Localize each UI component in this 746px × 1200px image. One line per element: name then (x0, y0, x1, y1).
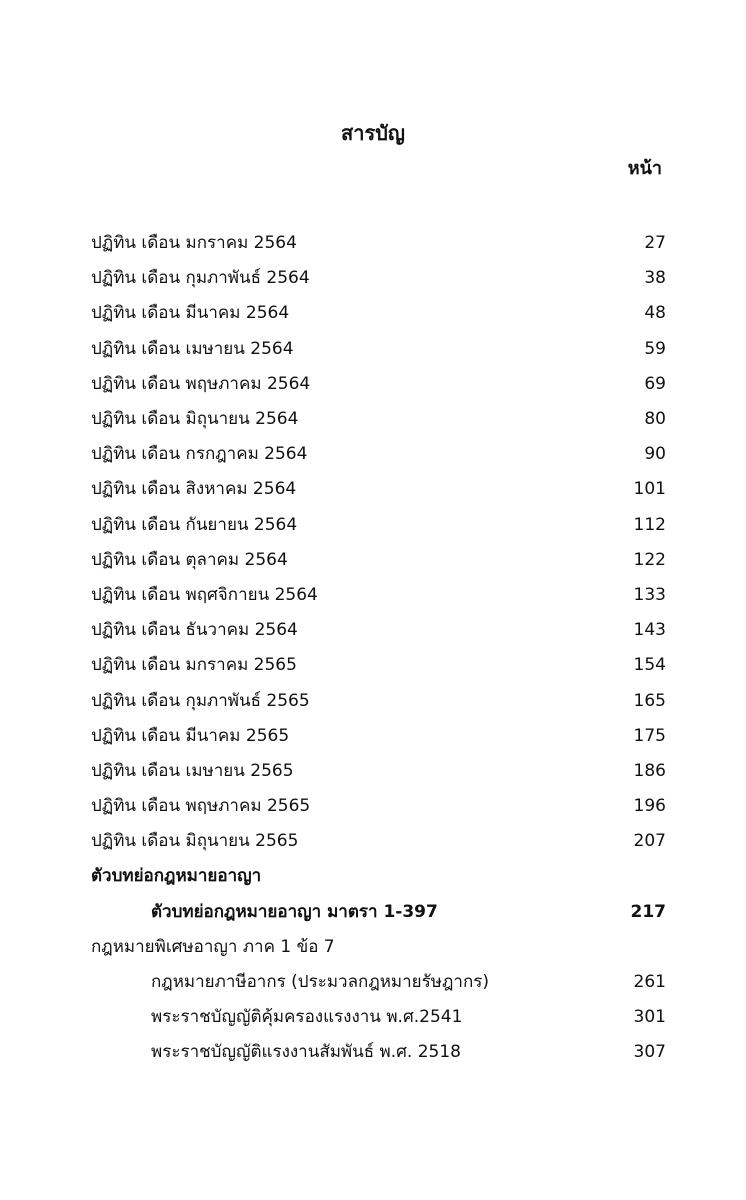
toc-entry-page: 207 (633, 831, 666, 852)
toc-entry-label: ปฏิทิน เดือน ตุลาคม 2564 (91, 549, 288, 570)
toc-entry-page: 186 (633, 760, 666, 781)
toc-entry (91, 402, 666, 437)
toc-entry-label: ปฏิทิน เดือน กันยายน 2564 (91, 514, 298, 535)
toc-entry-label: ปฏิทิน เดือน มกราคม 2564 (91, 233, 297, 254)
toc-entry-label: ปฏิทิน เดือน ธันวาคม 2564 (91, 620, 298, 641)
toc-entry (91, 895, 666, 930)
toc-entry (91, 965, 666, 1000)
toc-entry (91, 543, 666, 578)
toc-entry (91, 367, 666, 402)
toc-entry-label: ปฏิทิน เดือน สิงหาคม 2564 (91, 479, 297, 500)
toc-entry-page: 38 (644, 268, 666, 289)
toc-entry-page: 217 (630, 901, 666, 922)
toc-entry-page: 301 (633, 1007, 666, 1028)
toc-entry (91, 332, 666, 367)
toc-entry (91, 1035, 666, 1070)
toc-entry-page: 165 (633, 690, 666, 711)
toc-entry (91, 261, 666, 296)
toc-section-heading (91, 930, 666, 965)
toc-entry (91, 1000, 666, 1035)
toc-entry (91, 824, 666, 859)
toc-entry-label: ปฏิทิน เดือน มกราคม 2565 (91, 655, 297, 676)
toc-entry-page: 69 (644, 373, 666, 394)
toc-entry-label: ปฏิทิน เดือน เมษายน 2565 (91, 760, 294, 781)
page-title: สารบัญ (341, 121, 405, 145)
toc-entry-page: 101 (633, 479, 666, 500)
toc-entry (91, 683, 666, 718)
toc-entry-label: ปฏิทิน เดือน มิถุนายน 2565 (91, 831, 299, 852)
toc-entry-label: พระราชบัญญัติคุ้มครองแรงงาน พ.ศ.2541 (151, 1007, 463, 1028)
toc-entry-label: พระราชบัญญัติแรงงานสัมพันธ์ พ.ศ. 2518 (151, 1042, 462, 1063)
toc-entry (91, 578, 666, 613)
toc-entry-page: 59 (644, 338, 666, 359)
toc-entry-page: 112 (633, 514, 666, 535)
toc-entry (91, 789, 666, 824)
toc-entry-page: 48 (644, 303, 666, 324)
toc-entry (91, 719, 666, 754)
toc-entry-page: 133 (633, 584, 666, 605)
toc-entry-label: ปฏิทิน เดือน กรกฎาคม 2564 (91, 444, 308, 465)
toc-entry-label: ปฏิทิน เดือน พฤศจิกายน 2564 (91, 584, 318, 605)
toc-entry-page: 80 (644, 409, 666, 430)
toc-entry-page: 175 (633, 725, 666, 746)
toc-entry-label: ปฏิทิน เดือน กุมภาพันธ์ 2564 (91, 268, 310, 289)
toc-section-heading-label: กฎหมายพิเศษอาญา ภาค 1 ข้อ 7 (91, 936, 335, 957)
toc-entry-page: 196 (633, 796, 666, 817)
toc-entry-label: ตัวบทย่อกฎหมายอาญา มาตรา 1-397 (151, 901, 438, 922)
toc-entry-label: ปฏิทิน เดือน กุมภาพันธ์ 2565 (91, 690, 310, 711)
toc-entry-page: 122 (633, 549, 666, 570)
table-of-contents (91, 226, 666, 1071)
toc-entry-page: 143 (633, 620, 666, 641)
toc-entry (91, 648, 666, 683)
toc-entry-label: ปฏิทิน เดือน มีนาคม 2564 (91, 303, 290, 324)
toc-entry (91, 472, 666, 507)
toc-section-heading-label: ตัวบทย่อกฎหมายอาญา (91, 866, 262, 887)
toc-section-heading (91, 859, 666, 894)
toc-entry (91, 296, 666, 331)
toc-entry-label: ปฏิทิน เดือน มิถุนายน 2564 (91, 409, 299, 430)
toc-entry (91, 226, 666, 261)
toc-entry (91, 508, 666, 543)
toc-entry-label: ปฏิทิน เดือน มีนาคม 2565 (91, 725, 290, 746)
toc-entry-label: ปฏิทิน เดือน พฤษภาคม 2565 (91, 796, 311, 817)
toc-entry-page: 154 (633, 655, 666, 676)
toc-entry-label: กฎหมายภาษีอากร (ประมวลกฎหมายรัษฎากร) (151, 972, 489, 993)
toc-entry (91, 437, 666, 472)
toc-entry-page: 90 (644, 444, 666, 465)
toc-entry-page: 27 (644, 233, 666, 254)
toc-entry-page: 307 (633, 1042, 666, 1063)
toc-entry (91, 613, 666, 648)
toc-entry-label: ปฏิทิน เดือน เมษายน 2564 (91, 338, 294, 359)
page-column-header: หน้า (627, 158, 662, 179)
toc-entry (91, 754, 666, 789)
toc-entry-label: ปฏิทิน เดือน พฤษภาคม 2564 (91, 373, 311, 394)
toc-entry-page: 261 (633, 972, 666, 993)
